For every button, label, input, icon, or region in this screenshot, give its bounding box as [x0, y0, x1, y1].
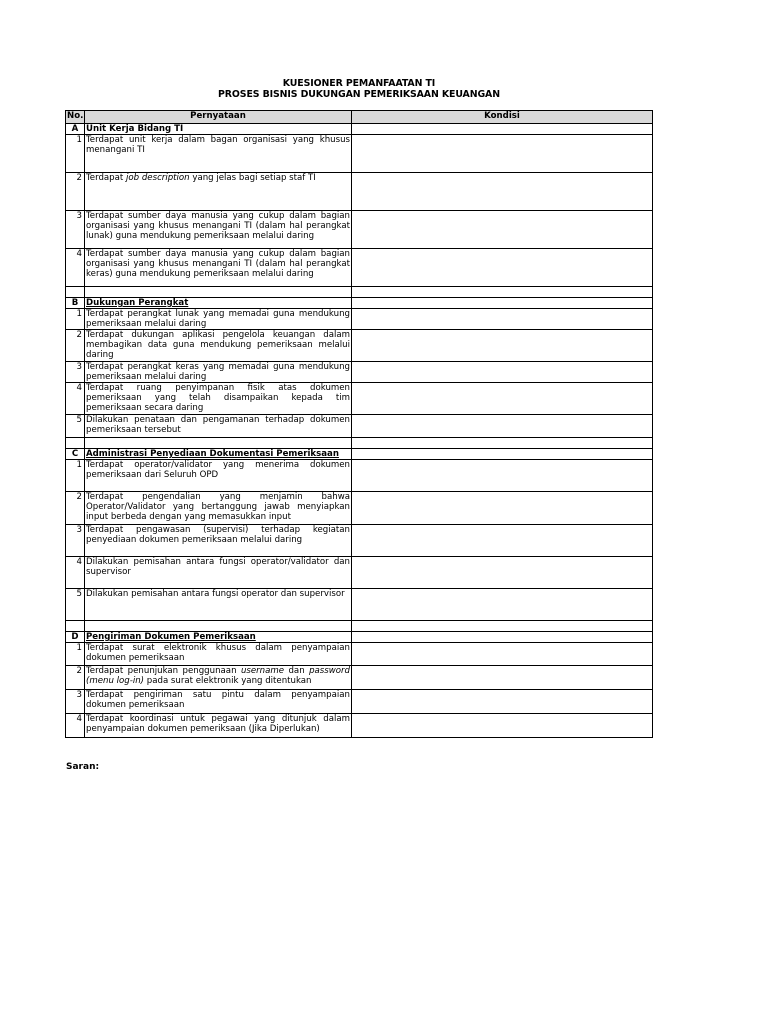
table-row — [66, 525, 653, 557]
saran-label: Saran: — [66, 762, 100, 772]
condition-cell[interactable] — [352, 362, 653, 383]
item-number: 3 — [66, 362, 85, 383]
statement-cell: Terdapat perangkat lunak yang memadai guna mendukung pemeriksaan melalui daring — [86, 309, 350, 329]
statement-cell: Terdapat sumber daya manusia yang cukup dalam bagian organisasi yang khusus menangani TI (dalam hal perangkat lunak) guna mendukung pemeriksaan melalui daring — [85, 211, 352, 249]
condition-cell[interactable] — [352, 135, 653, 173]
table-row — [66, 492, 653, 525]
statement-cell: Dilakukan pemisahan antara fungsi operator dan supervisor — [85, 589, 352, 621]
section-code: C — [66, 449, 85, 460]
statement-cell: Terdapat pengawasan (supervisi) terhadap kegiatan penyediaan dokumen pemeriksaan melalui daring — [85, 525, 352, 557]
item-number: 1 — [66, 643, 85, 666]
statement-cell: Terdapat unit kerja dalam bagan organisasi yang khusus menangani TI — [85, 135, 352, 173]
header-no: No. — [66, 111, 85, 124]
item-number: 1 — [66, 460, 85, 492]
condition-cell[interactable] — [352, 298, 653, 309]
item-number: 4 — [66, 383, 85, 415]
section-row-a — [66, 124, 653, 135]
statement-cell: Terdapat pengiriman satu pintu dalam penyampaian dokumen pemeriksaan — [85, 690, 352, 714]
document-title: KUESIONER PEMANFAATAN TI — [282, 78, 436, 89]
condition-cell[interactable] — [352, 643, 653, 666]
statement-cell: Terdapat sumber daya manusia yang cukup dalam bagian organisasi yang khusus menangani TI (dalam hal perangkat keras) guna mendukung pemeriksaan melalui daring — [85, 249, 352, 287]
header-statement: Pernyataan — [85, 111, 352, 124]
table-row — [66, 714, 653, 738]
table-row — [66, 173, 653, 211]
item-number: 2 — [66, 492, 85, 525]
condition-cell[interactable] — [352, 383, 653, 415]
condition-cell[interactable] — [352, 449, 653, 460]
table-row — [66, 666, 653, 690]
table-row — [66, 415, 653, 438]
item-number: 3 — [66, 525, 85, 557]
section-code: D — [66, 632, 85, 643]
condition-cell[interactable] — [352, 525, 653, 557]
condition-cell[interactable] — [352, 173, 653, 211]
table-row — [66, 557, 653, 589]
table-row — [66, 330, 653, 362]
condition-cell[interactable] — [352, 492, 653, 525]
table-row — [66, 460, 653, 492]
statement-cell: Dilakukan pemisahan antara fungsi operator/validator dan supervisor — [85, 557, 352, 589]
condition-cell[interactable] — [352, 460, 653, 492]
condition-cell[interactable] — [352, 690, 653, 714]
condition-cell[interactable] — [352, 309, 653, 330]
condition-cell[interactable] — [352, 632, 653, 643]
item-number: 1 — [66, 309, 85, 330]
condition-cell[interactable] — [352, 415, 653, 438]
condition-cell[interactable] — [352, 557, 653, 589]
section-title: Pengiriman Dokumen Pemeriksaan — [85, 632, 352, 643]
condition-cell[interactable] — [352, 211, 653, 249]
table-row — [66, 249, 653, 287]
statement-cell: Terdapat ruang penyimpanan fisik atas dokumen pemeriksaan yang telah disampaikan kepada tim pemeriksaan secara daring — [86, 383, 350, 413]
item-number: 2 — [66, 666, 85, 690]
item-number: 1 — [66, 135, 85, 173]
section-title: Unit Kerja Bidang TI — [85, 124, 352, 135]
item-number: 4 — [66, 714, 85, 738]
table-row — [66, 362, 653, 383]
section-code: A — [66, 124, 85, 135]
table-row — [66, 309, 653, 330]
spacer-row — [66, 287, 653, 298]
item-number: 2 — [66, 173, 85, 211]
table-row — [66, 383, 653, 415]
questionnaire-table — [65, 110, 653, 738]
condition-cell[interactable] — [352, 249, 653, 287]
section-row-d — [66, 632, 653, 643]
condition-cell[interactable] — [352, 666, 653, 690]
statement-cell: Terdapat koordinasi untuk pegawai yang ditunjuk dalam penyampaian dokumen pemeriksaan (Jika Diperlukan) — [85, 714, 352, 738]
statement-cell: Terdapat job description yang jelas bagi setiap staf TI — [85, 173, 352, 211]
item-number: 4 — [66, 249, 85, 287]
section-title: Dukungan Perangkat — [85, 298, 352, 309]
condition-cell[interactable] — [352, 124, 653, 135]
table-row — [66, 211, 653, 249]
item-number: 2 — [66, 330, 85, 362]
statement-cell: Terdapat pengendalian yang menjamin bahwa Operator/Validator yang bertanggung jawab menyiapkan input berbeda dengan yang memasukkan input — [85, 492, 352, 525]
table-row — [66, 643, 653, 666]
statement-cell: Terdapat dukungan aplikasi pengelola keuangan dalam membagikan data guna mendukung pemeriksaan melalui daring — [86, 330, 350, 360]
condition-cell[interactable] — [352, 714, 653, 738]
item-number: 3 — [66, 211, 85, 249]
document-subtitle: PROSES BISNIS DUKUNGAN PEMERIKSAAN KEUANGAN — [218, 89, 500, 100]
spacer-row — [66, 621, 653, 632]
statement-cell: Terdapat surat elektronik khusus dalam penyampaian dokumen pemeriksaan — [85, 643, 352, 666]
spacer-row — [66, 438, 653, 449]
condition-cell[interactable] — [352, 589, 653, 621]
item-number: 4 — [66, 557, 85, 589]
statement-cell: Terdapat perangkat keras yang memadai guna mendukung pemeriksaan melalui daring — [86, 362, 350, 382]
header-condition: Kondisi — [352, 111, 653, 124]
section-row-c — [66, 449, 653, 460]
section-code: B — [66, 298, 85, 309]
item-number: 5 — [66, 415, 85, 438]
statement-cell: Terdapat operator/validator yang menerima dokumen pemeriksaan dari Seluruh OPD — [85, 460, 352, 492]
table-row — [66, 589, 653, 621]
table-header-row — [66, 111, 653, 124]
condition-cell[interactable] — [352, 330, 653, 362]
item-number: 3 — [66, 690, 85, 714]
section-title: Administrasi Penyediaan Dokumentasi Pemeriksaan — [85, 449, 352, 460]
section-row-b — [66, 298, 653, 309]
statement-cell: Dilakukan penataan dan pengamanan terhadap dokumen pemeriksaan tersebut — [85, 415, 352, 438]
table-row — [66, 135, 653, 173]
item-number: 5 — [66, 589, 85, 621]
table-row — [66, 690, 653, 714]
statement-cell: Terdapat penunjukan penggunaan username dan password (menu log-in) pada surat elektronik yang ditentukan — [85, 666, 352, 690]
